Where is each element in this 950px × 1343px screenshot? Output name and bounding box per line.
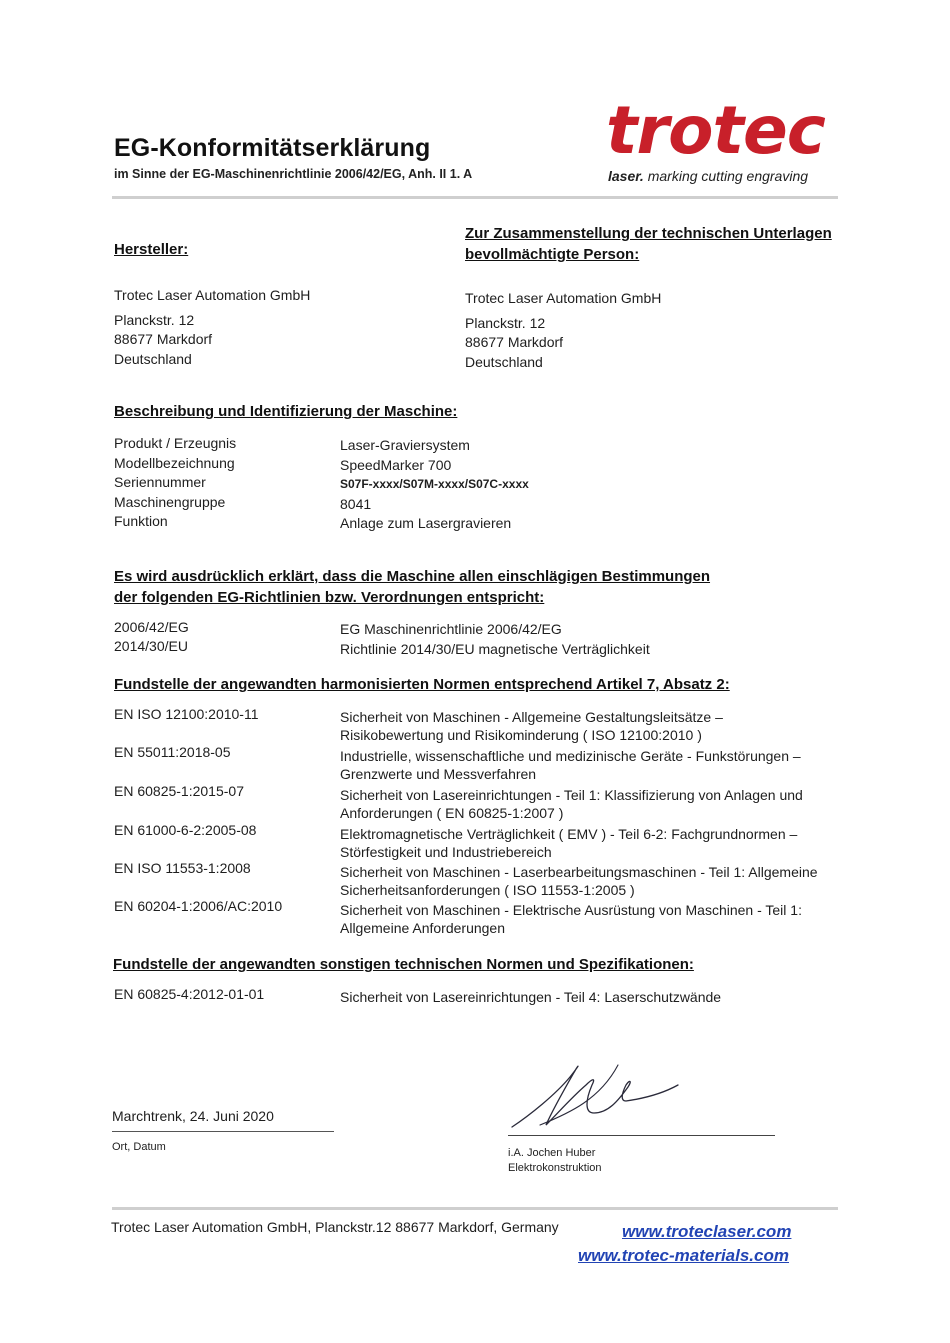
- header-divider: [112, 196, 838, 199]
- norm-code: EN 55011:2018-05: [114, 744, 231, 760]
- machine-value: Laser-Graviersystem: [340, 437, 470, 453]
- troteclaser-link[interactable]: www.troteclaser.com: [622, 1222, 792, 1241]
- norm-desc-line: Anforderungen ( EN 60825-1:2007 ): [340, 805, 564, 821]
- directives-heading: [114, 566, 710, 608]
- norm-code: EN ISO 11553-1:2008: [114, 860, 251, 876]
- norm-desc-line: Störfestigkeit und Industriebereich: [340, 844, 552, 860]
- machine-label: Produkt / Erzeugnis: [114, 435, 237, 451]
- machine-label: Modellbezeichnung: [114, 454, 235, 471]
- other-norm-desc: Sicherheit von Lasereinrichtungen - Teil 4: Laserschutzwände: [340, 989, 722, 1005]
- footer-divider: [112, 1207, 838, 1210]
- norm-desc: [340, 747, 840, 783]
- machine-value: Anlage zum Lasergravieren: [340, 515, 512, 531]
- manufacturer-address: [114, 286, 310, 369]
- place-date-line: [112, 1131, 334, 1132]
- norm-desc: [340, 786, 840, 822]
- authorized-country: Deutschland: [465, 353, 543, 370]
- signer-name: i.A. Jochen Huber: [508, 1147, 596, 1159]
- authorized-street: Planckstr. 12: [465, 314, 546, 331]
- directives-heading-line1: Es wird ausdrücklich erklärt, dass die Maschine allen einschlägigen Bestimmungen: [114, 568, 711, 585]
- signer-department: Elektrokonstruktion: [508, 1162, 602, 1174]
- directives-heading-line2: der folgenden EG-Richtlinien bzw. Verordnungen entspricht:: [114, 589, 545, 606]
- trotec-logo: trotec: [606, 92, 825, 169]
- manufacturer-heading: Hersteller:: [114, 241, 189, 258]
- manufacturer-city: 88677 Markdorf: [114, 331, 213, 347]
- machine-serial-value: S07F-xxxx/S07M-xxxx/S07C-xxxx: [340, 477, 529, 491]
- manufacturer-country: Deutschland: [114, 350, 192, 367]
- authorized-heading-line1: Zur Zusammenstellung der technischen Unterlagen: [465, 225, 832, 242]
- signer-block: [508, 1146, 602, 1176]
- machine-label: Maschinengruppe: [114, 493, 226, 510]
- manufacturer-company: Trotec Laser Automation GmbH: [114, 287, 311, 303]
- other-norms-heading: Fundstelle der angewandten sonstigen technischen Normen und Spezifikationen:: [113, 956, 694, 973]
- norm-desc-line: Sicherheitsanforderungen ( ISO 11553-1:2005 ): [340, 882, 635, 898]
- machine-value: SpeedMarker 700: [340, 456, 452, 473]
- machine-value: 8041: [340, 495, 372, 512]
- norm-code: EN ISO 12100:2010-11: [114, 706, 259, 722]
- norm-desc: [340, 708, 840, 744]
- machine-heading: Beschreibung und Identifizierung der Maschine:: [114, 403, 458, 420]
- directive-desc: Richtlinie 2014/30/EU magnetische Verträglichkeit: [340, 641, 650, 657]
- logo-tagline-bold: laser.: [608, 168, 644, 184]
- norm-desc: [340, 863, 840, 899]
- directive-code: 2014/30/EU: [114, 638, 188, 654]
- signature-line: [508, 1135, 775, 1136]
- norm-desc-line: Grenzwerte und Messverfahren: [340, 766, 537, 782]
- place-date: Marchtrenk, 24. Juni 2020: [112, 1108, 274, 1124]
- footer-address: Trotec Laser Automation GmbH, Planckstr.12 88677 Markdorf, Germany: [111, 1219, 559, 1235]
- harmonized-heading: Fundstelle der angewandten harmonisierten Normen entsprechend Artikel 7, Absatz 2:: [114, 676, 730, 693]
- document-subtitle: im Sinne der EG-Maschinenrichtlinie 2006/42/EG, Anh. II 1. A: [114, 167, 473, 181]
- trotec-materials-link[interactable]: www.trotec-materials.com: [578, 1246, 789, 1265]
- logo-tagline: [608, 168, 808, 184]
- norm-code: EN 61000-6-2:2005-08: [114, 822, 257, 838]
- norm-desc-line: Elektromagnetische Verträglichkeit ( EMV ) - Teil 6-2: Fachgrundnormen –: [340, 826, 798, 842]
- authorized-city: 88677 Markdorf: [465, 334, 564, 350]
- machine-label: Funktion: [114, 513, 168, 529]
- document-title: EG-Konformitätserklärung: [114, 134, 431, 162]
- machine-values: [340, 436, 529, 534]
- authorized-address: [465, 289, 661, 372]
- norm-desc-line: Risikobewertung und Risikominderung ( ISO 12100:2010 ): [340, 727, 702, 743]
- place-date-label: Ort, Datum: [112, 1141, 166, 1153]
- norm-desc: [340, 901, 840, 937]
- norm-desc-line: Sicherheit von Maschinen - Laserbearbeitungsmaschinen - Teil 1: Allgemeine: [340, 864, 818, 880]
- directive-code: 2006/42/EG: [114, 619, 189, 635]
- directive-desc: EG Maschinenrichtlinie 2006/42/EG: [340, 621, 562, 637]
- norm-desc-line: Industrielle, wissenschaftliche und medizinische Geräte - Funkstörungen –: [340, 748, 801, 764]
- handwritten-signature: [500, 1055, 700, 1140]
- authorized-heading-line2: bevollmächtigte Person:: [465, 246, 640, 263]
- norm-desc: [340, 825, 840, 861]
- manufacturer-street: Planckstr. 12: [114, 311, 195, 328]
- machine-labels: [114, 434, 236, 532]
- norm-desc-line: Allgemeine Anforderungen: [340, 920, 506, 936]
- norm-code: EN 60204-1:2006/AC:2010: [114, 898, 283, 914]
- norm-desc-line: Sicherheit von Lasereinrichtungen - Teil 1: Klassifizierung von Anlagen und: [340, 787, 803, 803]
- norm-desc-line: Sicherheit von Maschinen - Elektrische Ausrüstung von Maschinen - Teil 1:: [340, 902, 802, 918]
- machine-label: Seriennummer: [114, 474, 206, 490]
- norm-code: EN 60825-1:2015-07: [114, 783, 244, 799]
- other-norm-code: EN 60825-4:2012-01-01: [114, 986, 265, 1002]
- norm-desc-line: Sicherheit von Maschinen - Allgemeine Gestaltungsleitsätze –: [340, 709, 723, 725]
- authorized-company: Trotec Laser Automation GmbH: [465, 290, 662, 306]
- logo-tagline-rest: marking cutting engraving: [643, 168, 809, 184]
- authorized-heading: [465, 223, 832, 265]
